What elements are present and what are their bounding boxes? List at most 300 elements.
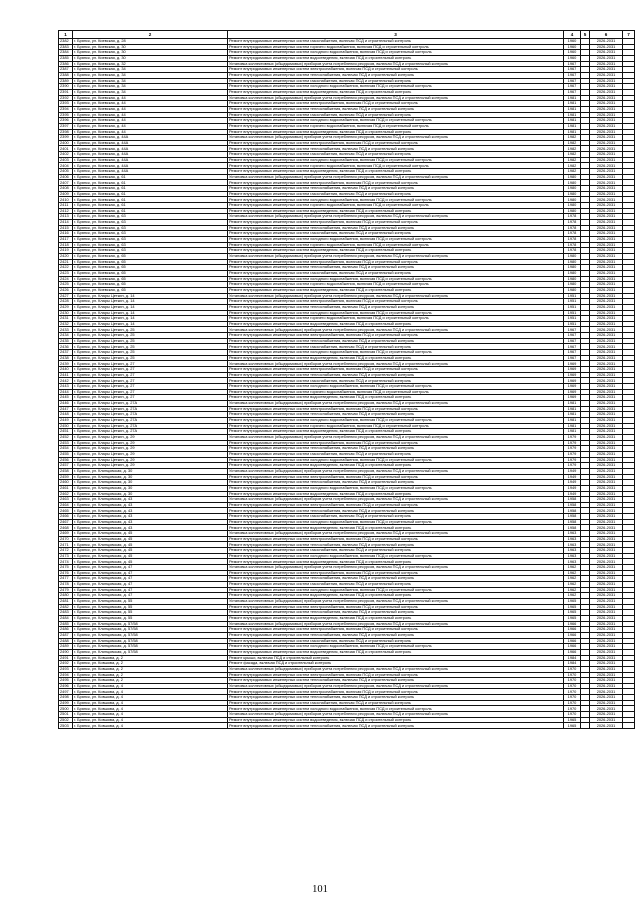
table-cell: 1982 bbox=[564, 163, 581, 169]
table-cell: 2026-2031 bbox=[590, 327, 623, 333]
table-cell: 1967 bbox=[564, 333, 581, 339]
table-cell: 1980 bbox=[564, 174, 581, 180]
table-cell: г. Брянск, ул. Киевская, д. 61 bbox=[73, 208, 228, 214]
table-cell: 1969 bbox=[564, 367, 581, 373]
table-cell: 1962 bbox=[564, 570, 581, 576]
table-cell: 2398 bbox=[59, 129, 73, 135]
table-cell: Ремонт внутридомовых инженерных систем теплоснабжения, включая ПСД и строительный контроль bbox=[228, 632, 564, 638]
table-cell: г. Брянск, ул. Клинцовская, д. 57/58 bbox=[73, 638, 228, 644]
table-cell: г. Брянск, ул. Клинцовская, д. 57/58 bbox=[73, 644, 228, 650]
table-cell: 1980 bbox=[564, 180, 581, 186]
table-cell: 1963 bbox=[564, 553, 581, 559]
table-cell: 2386 bbox=[59, 61, 73, 67]
table-cell: 2388 bbox=[59, 72, 73, 78]
table-cell: 1981 bbox=[564, 101, 581, 107]
table-cell: Ремонт внутридомовых инженерных систем газоснабжения, включая ПСД и строительный контроль bbox=[228, 270, 564, 276]
table-cell: 2503 bbox=[59, 723, 73, 729]
table-cell: Установка коллективных (общедомовых) приборов учета потребления ресурсов, включая ПСД и строительный контроль bbox=[228, 434, 564, 440]
table-cell: 2026-2031 bbox=[590, 542, 623, 548]
table-cell: г. Брянск, ул. Киевская, д. 63 bbox=[73, 242, 228, 248]
table-cell: 2026-2031 bbox=[590, 593, 623, 599]
table-cell: г. Брянск, ул. Киевская, д. 61 bbox=[73, 186, 228, 192]
table-cell: 1958 bbox=[564, 497, 581, 503]
table-cell: 2491 bbox=[59, 655, 73, 661]
table-cell: 2026-2031 bbox=[590, 395, 623, 401]
table-cell: 2026-2031 bbox=[590, 101, 623, 107]
table-cell: 2026-2031 bbox=[590, 378, 623, 384]
table-cell: г. Брянск, ул. Клары Цеткин, д. 14 bbox=[73, 310, 228, 316]
table-cell: Установка коллективных (общедомовых) приборов учета потребления ресурсов, включая ПСД и строительный контроль bbox=[228, 95, 564, 101]
table-cell: Ремонт внутридомовых инженерных систем теплоснабжения, включая ПСД и строительный контроль bbox=[228, 72, 564, 78]
table-cell: 2472 bbox=[59, 548, 73, 554]
table-cell: 1969 bbox=[564, 389, 581, 395]
table-cell: 2026-2031 bbox=[590, 123, 623, 129]
table-cell: г. Брянск, ул. Клинцовская, д. 57/58 bbox=[73, 627, 228, 633]
table-cell: 2026-2031 bbox=[590, 565, 623, 571]
table-cell: Ремонт внутридомовых инженерных систем теплоснабжения, включая ПСД и строительный контроль bbox=[228, 610, 564, 616]
table-cell: 1982 bbox=[564, 157, 581, 163]
table-cell: Ремонт внутридомовых инженерных систем электроснабжения, включая ПСД и строительный контроль bbox=[228, 627, 564, 633]
table-cell: 1981 bbox=[564, 401, 581, 407]
table-cell: 2026-2031 bbox=[590, 553, 623, 559]
table-cell: 2497 bbox=[59, 689, 73, 695]
table-cell: г. Брянск, ул. Клары Цеткин, д. 25 bbox=[73, 333, 228, 339]
table-cell: г. Брянск, ул. Киевская, д. 61 bbox=[73, 180, 228, 186]
table-cell: 2496 bbox=[59, 683, 73, 689]
header-cell: 3 bbox=[228, 31, 564, 39]
table-cell: 2026-2031 bbox=[590, 61, 623, 67]
table-cell: 1967 bbox=[564, 89, 581, 95]
table-cell: г. Брянск, ул. Клары Цеткин, д. 27А bbox=[73, 406, 228, 412]
table-cell: 2492 bbox=[59, 661, 73, 667]
table-cell: 2456 bbox=[59, 457, 73, 463]
table-cell: 2478 bbox=[59, 582, 73, 588]
table-cell: 2026-2031 bbox=[590, 152, 623, 158]
table-cell: Ремонт внутридомовых инженерных систем газоснабжения, включая ПСД и строительный контроль bbox=[228, 191, 564, 197]
table-cell: 1981 bbox=[564, 412, 581, 418]
table-cell: г. Брянск, ул. Клинцовская, д. 55 bbox=[73, 604, 228, 610]
table-cell: Ремонт внутридомовых инженерных систем холодного водоснабжения, включая ПСД и строительный контроль bbox=[228, 50, 564, 56]
table-cell: Установка коллективных (общедомовых) приборов учета потребления ресурсов, включая ПСД и строительный контроль bbox=[228, 214, 564, 220]
table-cell: 2428 bbox=[59, 299, 73, 305]
table-cell: 1984 bbox=[564, 655, 581, 661]
table-cell: 1963 bbox=[564, 531, 581, 537]
table-cell: Ремонт внутридомовых инженерных систем газоснабжения, включая ПСД и строительный контроль bbox=[228, 112, 564, 118]
table-cell: 1963 bbox=[564, 542, 581, 548]
table-cell: 1963 bbox=[564, 559, 581, 565]
table-cell: г. Брянск, ул. Клары Цеткин, д. 27А bbox=[73, 412, 228, 418]
table-cell: 2026-2031 bbox=[590, 191, 623, 197]
table-cell: г. Брянск, ул. Ковшова, д. 4 bbox=[73, 689, 228, 695]
table-cell: Установка коллективных (общедомовых) приборов учета потребления ресурсов, включая ПСД и строительный контроль bbox=[228, 135, 564, 141]
table-cell: г. Брянск, ул. Киевская, д. 61 bbox=[73, 197, 228, 203]
table-cell: 2479 bbox=[59, 587, 73, 593]
table-cell: г. Брянск, ул. Киевская, д. 44 bbox=[73, 95, 228, 101]
table-cell: г. Брянск, ул. Киевская, д. 30 bbox=[73, 55, 228, 61]
header-row bbox=[59, 31, 635, 39]
table-cell: г. Брянск, ул. Ковшова, д. 2 bbox=[73, 672, 228, 678]
table-cell: 2397 bbox=[59, 123, 73, 129]
table-cell: г. Брянск, ул. Ковшова, д. 4 bbox=[73, 717, 228, 723]
table-cell: 2026-2031 bbox=[590, 270, 623, 276]
table-cell: Ремонт внутридомовых инженерных систем холодного водоснабжения, включая ПСД и строительный контроль bbox=[228, 276, 564, 282]
table-cell: 2026-2031 bbox=[590, 570, 623, 576]
table-cell: 2406 bbox=[59, 174, 73, 180]
table-cell: 2412 bbox=[59, 208, 73, 214]
table-cell: г. Брянск, ул. Киевская, д. 44 bbox=[73, 123, 228, 129]
table-cell: 1982 bbox=[564, 140, 581, 146]
table-cell: 2026-2031 bbox=[590, 672, 623, 678]
table-cell: 1981 bbox=[564, 417, 581, 423]
table-cell: г. Брянск, ул. Клары Цеткин, д. 25 bbox=[73, 350, 228, 356]
table-cell: 2394 bbox=[59, 106, 73, 112]
table-cell: Ремонт внутридомовых инженерных систем горячего водоснабжения, включая ПСД и строительный контроль bbox=[228, 123, 564, 129]
table-cell: г. Брянск, ул. Клинцовская, д. 57/58 bbox=[73, 621, 228, 627]
table-cell: 1982 bbox=[564, 169, 581, 175]
table-cell: 1978 bbox=[564, 214, 581, 220]
table-cell: Ремонт внутридомовых инженерных систем электроснабжения, включая ПСД и строительный контроль bbox=[228, 672, 564, 678]
table-cell: Установка коллективных (общедомовых) приборов учета потребления ресурсов, включая ПСД и строительный контроль bbox=[228, 621, 564, 627]
table-cell: 1963 bbox=[564, 548, 581, 554]
table-cell: г. Брянск, ул. Ковшова, д. 2 bbox=[73, 661, 228, 667]
table-cell: Ремонт внутридомовых инженерных систем водоотведения, включая ПСД и строительный контроль bbox=[228, 525, 564, 531]
table-cell: 2026-2031 bbox=[590, 236, 623, 242]
table-cell: Ремонт внутридомовых инженерных систем холодного водоснабжения, включая ПСД и строительный контроль bbox=[228, 118, 564, 124]
table-cell: 2026-2031 bbox=[590, 706, 623, 712]
table-cell: Ремонт внутридомовых инженерных систем электроснабжения, включая ПСД и строительный контроль bbox=[228, 536, 564, 542]
table-cell: 2026-2031 bbox=[590, 514, 623, 520]
table-cell: 1951 bbox=[564, 299, 581, 305]
table-cell: 2026-2031 bbox=[590, 135, 623, 141]
table-cell: 2026-2031 bbox=[590, 225, 623, 231]
table-cell: 1958 bbox=[564, 502, 581, 508]
table-cell: 2026-2031 bbox=[590, 525, 623, 531]
table-cell: 1970 bbox=[564, 672, 581, 678]
table-cell: г. Брянск, ул. Киевская, д. 44А bbox=[73, 163, 228, 169]
table-cell: 2402 bbox=[59, 152, 73, 158]
table-cell: 2464 bbox=[59, 502, 73, 508]
table-cell: 1966 bbox=[564, 621, 581, 627]
table-cell: 1979 bbox=[564, 463, 581, 469]
table-cell: 1958 bbox=[564, 525, 581, 531]
table-cell: 2026-2031 bbox=[590, 231, 623, 237]
table-cell: Ремонт внутридомовых инженерных систем электроснабжения, включая ПСД и строительный контроль bbox=[228, 140, 564, 146]
table-cell: г. Брянск, ул. Киевская, д. 61 bbox=[73, 174, 228, 180]
table-cell: 2473 bbox=[59, 553, 73, 559]
table-cell: 2026-2031 bbox=[590, 208, 623, 214]
table-cell: 1982 bbox=[564, 146, 581, 152]
table-cell: 2495 bbox=[59, 678, 73, 684]
table-cell: г. Брянск, ул. Клары Цеткин, д. 14 bbox=[73, 299, 228, 305]
table-cell: г. Брянск, ул. Клары Цеткин, д. 27А bbox=[73, 423, 228, 429]
table-cell: Ремонт внутридомовых инженерных систем водоотведения, включая ПСД и строительный контроль bbox=[228, 491, 564, 497]
table-cell: 2449 bbox=[59, 417, 73, 423]
table-cell: 1982 bbox=[564, 135, 581, 141]
table-cell: г. Брянск, ул. Клинцовская, д. 47 bbox=[73, 593, 228, 599]
table-cell: Ремонт внутридомовых инженерных систем водоотведения, включая ПСД и строительный контроль bbox=[228, 355, 564, 361]
table-cell: 2026-2031 bbox=[590, 429, 623, 435]
table-cell: Ремонт внутридомовых инженерных систем теплоснабжения, включая ПСД и строительный контроль bbox=[228, 446, 564, 452]
table-cell: г. Брянск, ул. Клинцовская, д. 45 bbox=[73, 536, 228, 542]
table-cell: 2026-2031 bbox=[590, 282, 623, 288]
table-cell: 2026-2031 bbox=[590, 491, 623, 497]
table-cell: Ремонт крыши, включая ПСД и строительный контроль bbox=[228, 655, 564, 661]
table-cell: г. Брянск, ул. Клары Цеткин, д. 27А bbox=[73, 429, 228, 435]
table-cell: 2457 bbox=[59, 463, 73, 469]
table-cell: 2448 bbox=[59, 412, 73, 418]
table-cell: Ремонт внутридомовых инженерных систем газоснабжения, включая ПСД и строительный контроль bbox=[228, 78, 564, 84]
table-cell: 2500 bbox=[59, 706, 73, 712]
table-cell: 2026-2031 bbox=[590, 389, 623, 395]
table-cell: 2502 bbox=[59, 717, 73, 723]
table-cell: Ремонт внутридомовых инженерных систем теплоснабжения, включая ПСД и строительный контроль bbox=[228, 480, 564, 486]
table-cell: 2442 bbox=[59, 378, 73, 384]
table-cell: 1951 bbox=[564, 321, 581, 327]
table-cell: 2026-2031 bbox=[590, 220, 623, 226]
table-cell: 2447 bbox=[59, 406, 73, 412]
table-cell: 1979 bbox=[564, 434, 581, 440]
table-cell: 2465 bbox=[59, 508, 73, 514]
table-cell: 1965 bbox=[564, 610, 581, 616]
table-cell: Ремонт внутридомовых инженерных систем теплоснабжения, включая ПСД и строительный контроль bbox=[228, 106, 564, 112]
table-cell: 2467 bbox=[59, 519, 73, 525]
table-cell: 2026-2031 bbox=[590, 350, 623, 356]
table-cell: 2481 bbox=[59, 598, 73, 604]
table-cell: г. Брянск, ул. Клинцовская, д. 43 bbox=[73, 519, 228, 525]
table-cell: 2421 bbox=[59, 259, 73, 265]
table-cell: 1980 bbox=[564, 287, 581, 293]
table-cell: г. Брянск, ул. Клары Цеткин, д. 25 bbox=[73, 327, 228, 333]
table-cell: Ремонт внутридомовых инженерных систем водоотведения, включая ПСД и строительный контроль bbox=[228, 89, 564, 95]
table-cell: Ремонт внутридомовых инженерных систем холодного водоснабжения, включая ПСД и строительный контроль bbox=[228, 417, 564, 423]
capital-repair-table bbox=[58, 30, 635, 729]
table-cell: 1960 bbox=[564, 55, 581, 61]
table-cell: 2026-2031 bbox=[590, 384, 623, 390]
table-cell: 2026-2031 bbox=[590, 434, 623, 440]
table-cell: Ремонт внутридомовых инженерных систем холодного водоснабжения, включая ПСД и строительный контроль bbox=[228, 157, 564, 163]
table-cell: Ремонт внутридомовых инженерных систем теплоснабжения, включая ПСД и строительный контроль bbox=[228, 146, 564, 152]
table-cell: 2446 bbox=[59, 401, 73, 407]
table-cell: г. Брянск, ул. Ковшова, д. 2 bbox=[73, 655, 228, 661]
table-cell: 2026-2031 bbox=[590, 451, 623, 457]
table-cell: 2441 bbox=[59, 372, 73, 378]
table-cell: 2404 bbox=[59, 163, 73, 169]
table-cell: 2396 bbox=[59, 118, 73, 124]
table-cell: г. Брянск, ул. Клинцовская, д. 30 bbox=[73, 480, 228, 486]
table-cell: г. Брянск, ул. Киевская, д. 63 bbox=[73, 231, 228, 237]
table-cell: 2414 bbox=[59, 220, 73, 226]
table-cell: Ремонт внутридомовых инженерных систем теплоснабжения, включая ПСД и строительный контроль bbox=[228, 372, 564, 378]
table-cell: 1966 bbox=[564, 627, 581, 633]
table-cell: 2489 bbox=[59, 644, 73, 650]
table-cell: 2475 bbox=[59, 565, 73, 571]
table-cell: 2026-2031 bbox=[590, 689, 623, 695]
table-cell: 2026-2031 bbox=[590, 146, 623, 152]
table-cell: г. Брянск, ул. Клары Цеткин, д. 27 bbox=[73, 372, 228, 378]
table-cell: 1965 bbox=[564, 598, 581, 604]
table-cell: 2468 bbox=[59, 525, 73, 531]
table-cell: Ремонт внутридомовых инженерных систем горячего водоснабжения, включая ПСД и строительный контроль bbox=[228, 242, 564, 248]
table-cell: 1980 bbox=[564, 191, 581, 197]
table-cell: 2427 bbox=[59, 293, 73, 299]
table-cell: 2440 bbox=[59, 367, 73, 373]
table-cell: г. Брянск, ул. Клары Цеткин, д. 29 bbox=[73, 457, 228, 463]
table-cell: Ремонт внутридомовых инженерных систем электроснабжения, включая ПСД и строительный контроль bbox=[228, 474, 564, 480]
table-cell: 2410 bbox=[59, 197, 73, 203]
table-cell: Ремонт внутридомовых инженерных систем газоснабжения, включая ПСД и строительный контроль bbox=[228, 548, 564, 554]
table-cell: 2026-2031 bbox=[590, 372, 623, 378]
table-cell: 2026-2031 bbox=[590, 717, 623, 723]
table-cell: 2026-2031 bbox=[590, 632, 623, 638]
table-cell: г. Брянск, ул. Киевская, д. 63 bbox=[73, 225, 228, 231]
table-cell: 1970 bbox=[564, 712, 581, 718]
table-cell: г. Брянск, ул. Клары Цеткин, д. 27А bbox=[73, 417, 228, 423]
table-cell: г. Брянск, ул. Киевская, д. 44 bbox=[73, 129, 228, 135]
table-cell: 2395 bbox=[59, 112, 73, 118]
table-cell: 1984 bbox=[564, 661, 581, 667]
table-cell: 2026-2031 bbox=[590, 582, 623, 588]
table-cell: 1967 bbox=[564, 72, 581, 78]
table-cell: 2420 bbox=[59, 253, 73, 259]
table-cell: 2026-2031 bbox=[590, 44, 623, 50]
table-cell: Ремонт внутридомовых инженерных систем газоснабжения, включая ПСД и строительный контроль bbox=[228, 582, 564, 588]
table-cell: 2026-2031 bbox=[590, 197, 623, 203]
table-cell: Ремонт внутридомовых инженерных систем холодного водоснабжения, включая ПСД и строительный контроль bbox=[228, 197, 564, 203]
table-cell: Ремонт внутридомовых инженерных систем горячего водоснабжения, включая ПСД и строительный контроль bbox=[228, 203, 564, 209]
table-cell: 2026-2031 bbox=[590, 95, 623, 101]
table-cell: 2393 bbox=[59, 101, 73, 107]
table-cell: г. Брянск, ул. Киевская, д. 65 bbox=[73, 253, 228, 259]
table-cell: 2026-2031 bbox=[590, 508, 623, 514]
table-cell: 1949 bbox=[564, 491, 581, 497]
table-cell: Установка коллективных (общедомовых) приборов учета потребления ресурсов, включая ПСД и строительный контроль bbox=[228, 468, 564, 474]
table-cell: 2405 bbox=[59, 169, 73, 175]
table-cell: Ремонт внутридомовых инженерных систем холодного водоснабжения, включая ПСД и строительный контроль bbox=[228, 485, 564, 491]
table-cell: г. Брянск, ул. Клары Цеткин, д. 25 bbox=[73, 338, 228, 344]
table-cell: г. Брянск, ул. Клары Цеткин, д. 25 bbox=[73, 344, 228, 350]
table-cell: Ремонт внутридомовых инженерных систем горячего водоснабжения, включая ПСД и строительный контроль bbox=[228, 282, 564, 288]
table-cell: Ремонт внутридомовых инженерных систем электроснабжения, включая ПСД и строительный контроль bbox=[228, 259, 564, 265]
table-cell: 2026-2031 bbox=[590, 638, 623, 644]
header-cell: 7 bbox=[623, 31, 635, 39]
header-cell: 2 bbox=[73, 31, 228, 39]
table-cell: 1949 bbox=[564, 485, 581, 491]
table-cell: 2384 bbox=[59, 50, 73, 56]
table-cell: Установка коллективных (общедомовых) приборов учета потребления ресурсов, включая ПСД и строительный контроль bbox=[228, 565, 564, 571]
table-cell: 2382 bbox=[59, 39, 73, 45]
table-cell: 1980 bbox=[564, 276, 581, 282]
table-cell: 2026-2031 bbox=[590, 474, 623, 480]
table-cell: 1966 bbox=[564, 632, 581, 638]
table-cell: 2026-2031 bbox=[590, 344, 623, 350]
table-cell: г. Брянск, ул. Клинцовская, д. 55 bbox=[73, 610, 228, 616]
table-cell: г. Брянск, ул. Ковшова, д. 4 bbox=[73, 700, 228, 706]
table-cell: 2459 bbox=[59, 474, 73, 480]
table-cell: 2480 bbox=[59, 593, 73, 599]
header-cell: 6 bbox=[590, 31, 623, 39]
table-cell: 1965 bbox=[564, 615, 581, 621]
table-cell: 2458 bbox=[59, 468, 73, 474]
table-cell: 2026-2031 bbox=[590, 265, 623, 271]
table-cell: 1965 bbox=[564, 604, 581, 610]
table-cell: 2470 bbox=[59, 536, 73, 542]
table-cell: г. Брянск, ул. Киевская, д. 44А bbox=[73, 135, 228, 141]
table-cell: 2026-2031 bbox=[590, 480, 623, 486]
table-cell: 2453 bbox=[59, 440, 73, 446]
table-cell: 1978 bbox=[564, 220, 581, 226]
table-cell: 1981 bbox=[564, 406, 581, 412]
table-cell: 1978 bbox=[564, 225, 581, 231]
table-cell: г. Брянск, ул. Клинцовская, д. 43 bbox=[73, 508, 228, 514]
table-cell: 2026-2031 bbox=[590, 39, 623, 45]
table-cell: г. Брянск, ул. Клинцовская, д. 47 bbox=[73, 582, 228, 588]
table-cell: 1970 bbox=[564, 706, 581, 712]
table-cell: г. Брянск, ул. Клары Цеткин, д. 27 bbox=[73, 395, 228, 401]
table-cell: г. Брянск, ул. Ковшова, д. 4 bbox=[73, 712, 228, 718]
table-cell: 2026-2031 bbox=[590, 242, 623, 248]
table-cell bbox=[623, 723, 635, 729]
table-cell: 2482 bbox=[59, 604, 73, 610]
table-cell: г. Брянск, ул. Киевская, д. 63 bbox=[73, 214, 228, 220]
table-cell: 2026-2031 bbox=[590, 666, 623, 672]
table-cell: г. Брянск, ул. Киевская, д. 30 bbox=[73, 44, 228, 50]
table-cell: 1951 bbox=[564, 316, 581, 322]
table-cell: 1980 bbox=[564, 282, 581, 288]
table-cell: 2426 bbox=[59, 287, 73, 293]
table-cell: 1967 bbox=[564, 350, 581, 356]
table-cell: 2026-2031 bbox=[590, 406, 623, 412]
table-cell: 1962 bbox=[564, 582, 581, 588]
table-cell: 1970 bbox=[564, 683, 581, 689]
table-cell: 2026-2031 bbox=[590, 644, 623, 650]
table-cell: 1951 bbox=[564, 293, 581, 299]
table-cell: Ремонт внутридомовых инженерных систем водоотведения, включая ПСД и строительный контроль bbox=[228, 208, 564, 214]
table-cell: 2026-2031 bbox=[590, 621, 623, 627]
table-cell: 2026-2031 bbox=[590, 361, 623, 367]
page-number: 101 bbox=[312, 884, 328, 895]
table-cell: Ремонт внутридомовых инженерных систем холодного водоснабжения, включая ПСД и строительный контроль bbox=[228, 350, 564, 356]
table-cell: Ремонт внутридомовых инженерных систем водоотведения, включая ПСД и строительный контроль bbox=[228, 321, 564, 327]
table-cell: 2026-2031 bbox=[590, 163, 623, 169]
table-cell: 2026-2031 bbox=[590, 84, 623, 90]
table-cell: г. Брянск, ул. Киевская, д. 44А bbox=[73, 157, 228, 163]
table-cell: 1965 bbox=[564, 717, 581, 723]
table-cell: 2399 bbox=[59, 135, 73, 141]
table-cell: 2026-2031 bbox=[590, 112, 623, 118]
table-cell: г. Брянск, ул. Клинцовская, д. 30 bbox=[73, 468, 228, 474]
table-cell: 2471 bbox=[59, 542, 73, 548]
table-cell: 2026-2031 bbox=[590, 446, 623, 452]
table-cell: 1980 bbox=[564, 259, 581, 265]
table-cell: 1981 bbox=[564, 129, 581, 135]
table-cell: 1970 bbox=[564, 678, 581, 684]
table-cell: Установка коллективных (общедомовых) приборов учета потребления ресурсов, включая ПСД и строительный контроль bbox=[228, 293, 564, 299]
table-cell: г. Брянск, ул. Клинцовская, д. 30 bbox=[73, 491, 228, 497]
table-cell: 2392 bbox=[59, 95, 73, 101]
table-cell: г. Брянск, ул. Клинцовская, д. 43 bbox=[73, 514, 228, 520]
table-cell: 2026-2031 bbox=[590, 72, 623, 78]
table-cell: 1958 bbox=[564, 519, 581, 525]
table-cell: г. Брянск, ул. Ковшова, д. 4 bbox=[73, 723, 228, 729]
table-cell: Ремонт внутридомовых инженерных систем электроснабжения, включая ПСД и строительный контроль bbox=[228, 220, 564, 226]
table-cell: г. Брянск, ул. Киевская, д. 63 bbox=[73, 248, 228, 254]
table-cell: Ремонт внутридомовых инженерных систем газоснабжения, включая ПСД и строительный контроль bbox=[228, 700, 564, 706]
table-cell: Ремонт внутридомовых инженерных систем холодного водоснабжения, включая ПСД и строительный контроль bbox=[228, 384, 564, 390]
table-cell: г. Брянск, ул. Киевская, д. 65 bbox=[73, 259, 228, 265]
table-cell: 2026-2031 bbox=[590, 203, 623, 209]
table-cell: 1949 bbox=[564, 480, 581, 486]
table-cell: Установка коллективных (общедомовых) приборов учета потребления ресурсов, включая ПСД и строительный контроль bbox=[228, 327, 564, 333]
